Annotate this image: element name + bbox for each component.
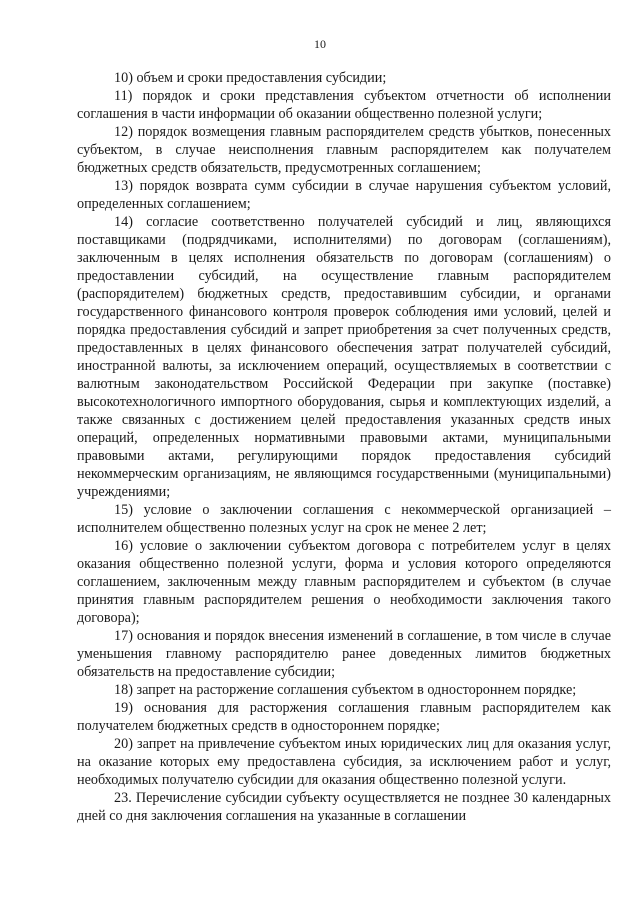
paragraph-item-19: 19) основания для расторжения соглашения главным распорядителем как получателем бюджетных средств в одностороннем порядке; (77, 700, 611, 734)
paragraph-item-16: 16) условие о заключении субъектом договора с потребителем услуг в целях оказания общественно полезной услуги, форма и условия которого определяются соглашением, заключенным между главным распорядителем и субъектом (в случае принятия главным распорядителем решения о необходимости заключения такого договора); (77, 538, 611, 626)
paragraph-item-17: 17) основания и порядок внесения изменений в соглашение, в том числе в случае уменьшения главному распорядителю ранее доведенных лимитов бюджетных обязательств на предоставление субсидии; (77, 628, 611, 680)
paragraph-item-20: 20) запрет на привлечение субъектом иных юридических лиц для оказания услуг, на оказание которых ему предоставлена субсидия, за исключением работ и услуг, необходимых получателю субсидии для оказания общественно полезной услуги. (77, 736, 611, 788)
paragraph-item-11: 11) порядок и сроки представления субъектом отчетности об исполнении соглашения в части информации об оказании общественно полезной услуги; (77, 88, 611, 122)
paragraph-item-10: 10) объем и сроки предоставления субсидии; (114, 70, 387, 86)
paragraph-item-18: 18) запрет на расторжение соглашения субъектом в одностороннем порядке; (114, 682, 577, 698)
paragraph-section-23: 23. Перечисление субсидии субъекту осуществляется не позднее 30 календарных дней со дня заключения соглашения на указанные в соглашении (77, 790, 611, 824)
paragraph-item-15: 15) условие о заключении соглашения с некоммерческой организацией – исполнителем общественно полезных услуг на срок не менее 2 лет; (77, 502, 611, 536)
page-number: 10 (314, 37, 326, 51)
paragraph-item-12: 12) порядок возмещения главным распорядителем средств убытков, понесенных субъектом, в случае неисполнения главным распорядителем как получателем бюджетных средств обязательств, предусмотренных соглашением; (77, 124, 611, 176)
document-body (77, 69, 611, 825)
paragraph-item-14: 14) согласие соответственно получателей субсидий и лиц, являющихся поставщиками (подрядчиками, исполнителями) по договорам (соглашениям), заключенным в целях исполнения обязательств по договорам (соглашениям) о предоставлении субсидий, на осуществление главным распорядителем (распорядителем) бюджетных средств, предоставившим субсидии, и органами государственного финансового контроля проверок соблюдения ими условий, целей и порядка предоставления субсидий и запрет приобретения за счет полученных средств, предоставленных в целях финансового обеспечения затрат получателей субсидий, иностранной валюты, за исключением операций, осуществляемых в соответствии с валютным законодательством Российской Федерации при закупке (поставке) высокотехнологичного импортного оборудования, сырья и комплектующих изделий, а также связанных с достижением целей предоставления указанных средств иных операций, определенных нормативными правовыми актами, муниципальными правовыми актами, регулирующими порядок предоставления субсидий некоммерческим организациям, не являющимся государственными (муниципальными) учреждениями; (77, 214, 611, 500)
paragraph-item-13: 13) порядок возврата сумм субсидии в случае нарушения субъектом условий, определенных соглашением; (77, 178, 611, 212)
